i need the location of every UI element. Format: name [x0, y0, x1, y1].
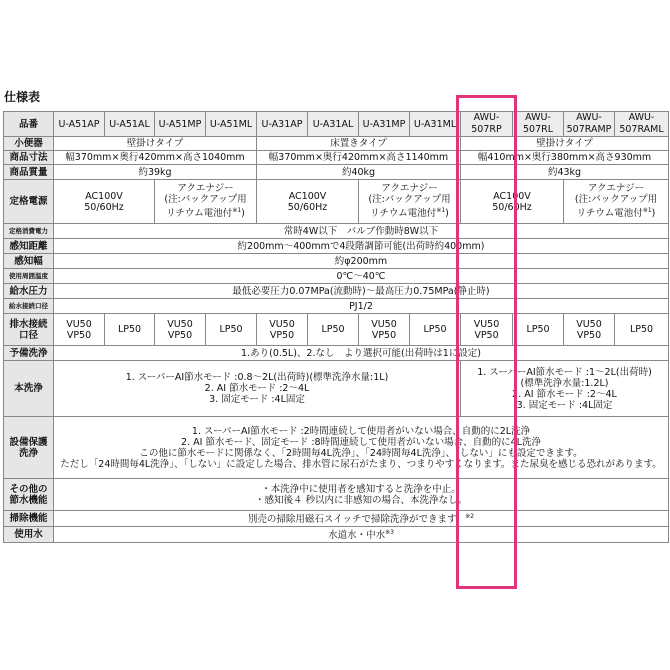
power-ac-line: AC100V: [85, 190, 123, 202]
model-line: 507RAMP: [566, 124, 612, 135]
drain-line: VU50: [473, 318, 500, 330]
protect-line: 1. スーパーAI節水モード :2時間連続して使用者がいない場合、自動的に2L洗浄: [191, 425, 531, 437]
drain-vu-vp: [359, 314, 410, 346]
note-mark: ※2: [465, 513, 475, 521]
label-cleaning: 掃除機能: [4, 511, 54, 527]
power-ac: [257, 180, 359, 224]
drain-lp: LP50: [105, 314, 155, 346]
temp-value: 0℃～40℃: [54, 269, 669, 284]
model-cell-awu-507rp: [461, 112, 513, 137]
label-water: 使用水: [4, 527, 54, 543]
width-value: 約φ200mm: [54, 254, 669, 269]
main-wash-line: 1. スーパーAI節水モード :0.8～2L(出荷時)(標準洗浄水量:1L): [125, 372, 389, 383]
row-distance: [4, 239, 669, 254]
drain-line: VP50: [269, 329, 295, 341]
power-aqua-text: リチウム電池付: [576, 208, 643, 220]
power-ac: [54, 180, 155, 224]
row-urinal: [4, 137, 669, 151]
power-aqua-line: アクエナジー: [587, 183, 645, 195]
model-cell-awu-507rl: [513, 112, 564, 137]
label-hinban: 品番: [4, 112, 54, 137]
other-value: [54, 479, 669, 511]
row-pre-wash: [4, 346, 669, 361]
power-aqua-line: リチウム電池付$^{※1}$): [370, 207, 449, 220]
power-ac-line: 50/60Hz: [492, 201, 532, 213]
power-ac-line: 50/60Hz: [287, 201, 328, 213]
model-cell: U-A31ML: [410, 112, 461, 137]
drain-line: VP50: [167, 329, 193, 341]
inlet-value: PJ1/2: [54, 299, 669, 314]
urinal-type: 床置きタイプ: [257, 137, 461, 151]
label-size: 商品寸法: [4, 151, 54, 165]
spec-table: [3, 111, 669, 543]
power-aqua: [155, 180, 257, 224]
other-line: ・本洗浄中に使用者を感知すると洗浄を中止。: [261, 483, 461, 495]
power-aqua-line: (注:バックアップ用: [574, 194, 658, 206]
main-wash-line: 3. 固定モード :4L固定: [209, 394, 305, 405]
drain-vu-vp: [155, 314, 206, 346]
row-pressure: [4, 284, 669, 299]
row-other: [4, 479, 669, 511]
row-drain: [4, 314, 669, 346]
model-line: AWU-: [473, 112, 500, 123]
model-line: 507RL: [522, 124, 554, 135]
power-ac-line: 50/60Hz: [84, 201, 124, 213]
model-line: AWU-: [525, 112, 551, 123]
power-ac: [461, 180, 564, 224]
main-wash-line: 3. 固定モード :4L固定: [516, 399, 613, 411]
mass-value: 約40kg: [257, 165, 461, 180]
power-aqua-line: (注:バックアップ用: [368, 194, 451, 206]
model-cell-awu-507ramp: [564, 112, 615, 137]
power-ac-line: AC100V: [288, 190, 327, 202]
main-wash-line: 2. AI 節水モード :2～4L: [512, 388, 617, 400]
row-inlet: [4, 299, 669, 314]
drain-line: VU50: [371, 318, 397, 330]
page-title: 仕様表: [4, 90, 41, 104]
cleaning-text: 別売の掃除用磁石スイッチで掃除洗浄ができます。: [247, 514, 466, 526]
model-line: 507RP: [471, 124, 502, 135]
power-aqua-line: アクエナジー: [381, 183, 438, 195]
label-line: 節水機能: [9, 494, 48, 506]
consumption-value: 常時4W以下 バルブ作動時8W以下: [54, 224, 669, 239]
model-cell: U-A31AL: [308, 112, 359, 137]
model-cell: U-A31AP: [257, 112, 308, 137]
drain-vu-vp: [54, 314, 105, 346]
drain-line: VP50: [576, 329, 602, 341]
protect-wash-value: [54, 417, 669, 479]
drain-vu-vp: [564, 314, 615, 346]
label-temp: 使用周囲温度: [4, 269, 54, 284]
row-cleaning: [4, 511, 669, 527]
drain-lp: LP50: [206, 314, 257, 346]
row-hinban: [4, 112, 669, 137]
model-cell: U-A51AP: [54, 112, 105, 137]
drain-line: VU50: [269, 318, 295, 330]
model-line: AWU-: [576, 112, 602, 123]
size-value: 幅410mm×奥行380mm×高さ930mm: [461, 151, 669, 165]
drain-line: VU50: [576, 318, 602, 330]
urinal-type: 壁掛けタイプ: [54, 137, 257, 151]
drain-line: VP50: [474, 329, 499, 341]
urinal-type: 壁掛けタイプ: [461, 137, 669, 151]
size-value: 幅370mm×奥行420mm×高さ1140mm: [257, 151, 461, 165]
drain-vu-vp: [257, 314, 308, 346]
row-temp: [4, 269, 669, 284]
mass-value: 約43kg: [461, 165, 669, 180]
label-mass: 商品質量: [4, 165, 54, 180]
power-aqua-text: リチウム電池付: [166, 208, 233, 220]
power-aqua-text: リチウム電池付: [370, 208, 437, 220]
label-line: 洗浄: [18, 447, 38, 459]
row-main-wash: [4, 361, 669, 417]
row-width: [4, 254, 669, 269]
row-mass: [4, 165, 669, 180]
row-protect-wash: [4, 417, 669, 479]
label-width: 感知幅: [4, 254, 54, 269]
main-wash-left: [54, 361, 461, 417]
label-power: 定格電源: [4, 180, 54, 224]
label-drain: [4, 314, 54, 346]
power-aqua-line: リチウム電池付$^{※1}$): [576, 207, 656, 220]
row-size: [4, 151, 669, 165]
drain-line: VU50: [66, 318, 92, 330]
note-mark: ※3: [385, 529, 394, 537]
label-pressure: 給水圧力: [4, 284, 54, 299]
label-other: [4, 479, 54, 511]
drain-lp: LP50: [615, 314, 669, 346]
power-aqua-line: (注:バックアップ用: [164, 194, 247, 206]
label-line: 設備保護: [9, 436, 48, 448]
row-water: [4, 527, 669, 543]
drain-line: VP50: [371, 329, 397, 341]
model-cell-awu-507raml: [615, 112, 669, 137]
label-line: 排水接続: [9, 318, 48, 330]
label-urinal: 小便器: [4, 137, 54, 151]
power-aqua: [564, 180, 669, 224]
row-power: [4, 180, 669, 224]
model-cell: U-A31MP: [359, 112, 410, 137]
power-aqua: [359, 180, 461, 224]
mass-value: 約39kg: [54, 165, 257, 180]
water-text: 水道水・中水: [328, 530, 386, 542]
note-mark: ※1: [436, 207, 446, 215]
drain-lp: LP50: [410, 314, 461, 346]
model-cell: U-A51MP: [155, 112, 206, 137]
cleaning-value: [54, 511, 669, 527]
label-distance: 感知距離: [4, 239, 54, 254]
size-value: 幅370mm×奥行420mm×高さ1040mm: [54, 151, 257, 165]
pre-wash-value: 1.あり(0.5L)、2.なし より選択可能(出荷時は1に設定): [54, 346, 669, 361]
water-value: [54, 527, 669, 543]
power-aqua-line: リチウム電池付$^{※1}$): [166, 207, 245, 220]
label-line: その他の: [9, 483, 48, 495]
label-consumption: 定格消費電力: [4, 224, 54, 239]
power-aqua-line: アクエナジー: [177, 183, 234, 195]
label-main-wash: 本洗浄: [4, 361, 54, 417]
other-line: ・感知後４ 秒以内に非感知の場合、本洗浄なし。: [254, 494, 468, 506]
drain-line: VP50: [66, 329, 92, 341]
main-wash-line: (標準洗浄水量:1.2L): [520, 377, 609, 389]
main-wash-line: 1. スーパーAI節水モード :1～2L(出荷時): [477, 366, 652, 378]
label-protect-wash: [4, 417, 54, 479]
drain-lp: LP50: [513, 314, 564, 346]
label-inlet: 給水接続口径: [4, 299, 54, 314]
main-wash-line: 2. AI 節水モード :2～4L: [204, 383, 310, 394]
pressure-value: 最低必要圧力0.07MPa(流動時)～最高圧力0.75MPa(静止時): [54, 284, 669, 299]
model-cell: U-A51ML: [206, 112, 257, 137]
protect-line: 2. AI 節水モード、固定モード :8時間連続して使用者がいない場合、自動的に4L洗浄: [181, 436, 541, 448]
distance-value: 約200mm～400mmで4段階調節可能(出荷時約400mm): [54, 239, 669, 254]
drain-line: VU50: [167, 318, 193, 330]
main-wash-right: [461, 361, 669, 417]
protect-line: この他に節水モードに関係なく、「2時間毎4L洗浄」、「24時間毎4L洗浄」、「しない」にも設定できます。: [139, 447, 583, 459]
note-mark: ※1: [232, 207, 242, 215]
protect-line: ただし「24時間毎4L洗浄」、「しない」に設定した場合、排水管に尿石がたまり、つまりやすくなります。また尿臭を感じる恐れがあります。: [60, 458, 662, 470]
drain-lp: LP50: [308, 314, 359, 346]
model-cell: U-A51AL: [105, 112, 155, 137]
model-line: 507RAML: [619, 124, 664, 135]
power-ac-line: AC100V: [493, 190, 531, 202]
model-line: AWU-: [628, 112, 655, 123]
label-line: 口径: [18, 329, 38, 341]
row-consumption: [4, 224, 669, 239]
label-pre-wash: 予備洗浄: [4, 346, 54, 361]
note-mark: ※1: [642, 207, 652, 215]
drain-vu-vp: [461, 314, 513, 346]
